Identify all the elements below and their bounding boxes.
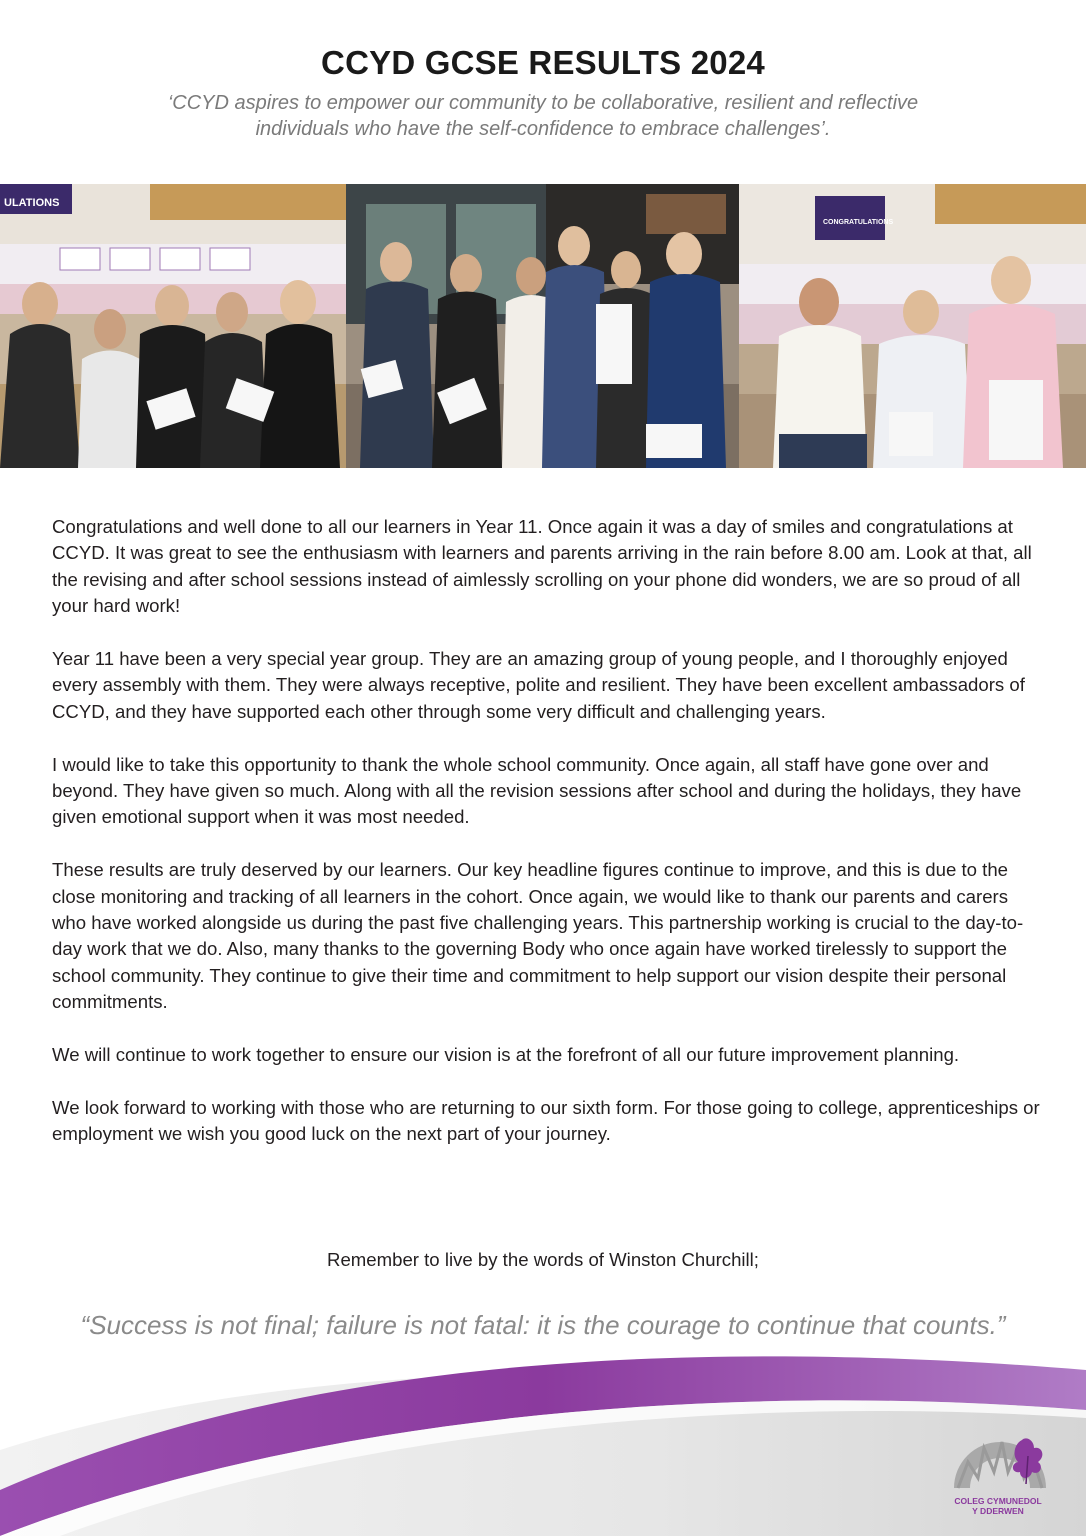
page-title: CCYD GCSE RESULTS 2024 [321, 44, 765, 81]
results-day-photo-left [0, 184, 346, 468]
footer-wave [0, 1340, 1086, 1536]
photo-strip [0, 184, 1086, 468]
congratulations-screen-text: ULATIONS [4, 197, 60, 209]
paragraph-results: These results are truly deserved by our learners. Our key headline figures continue to improve, and this is due to the close monitoring and tracking of all learners in the cohort. Once again, we would like to thank our parents and carers who have worked alongside us during the past five challenging years. This partnership working is crucial to the day-to-day work that we do. Also, many thanks to the governing Body who once again have worked tirelessly to support the school community. They continue to give their time and commitment to help support our vision despite their personal commitments. [52, 859, 1024, 1013]
logo-line-2: Y DDERWEN [972, 1506, 1024, 1516]
results-day-photo-center [346, 184, 739, 468]
paragraph-vision: We will continue to work together to ensure our vision is at the forefront of all our future improvement planning. [52, 1044, 960, 1066]
article-body [52, 514, 1042, 1174]
results-day-photo-right [739, 184, 1086, 468]
churchill-quote: “Success is not final; failure is not fatal: it is the courage to continue that counts.” [80, 1310, 1006, 1340]
paragraph-congratulations: Congratulations and well done to all our learners in Year 11. Once again it was a day of smiles and congratulations at CCYD. It was great to see the enthusiasm with learners and parents arriving in the rain before 8.00 am. Look at that, all the revising and after school sessions instead of aimlessly scrolling on your phone did wonders, we are so proud of all your hard work! [52, 516, 1032, 617]
paragraph-sixth-form: We look forward to working with those who are returning to our sixth form. For those going to college, apprenticeships or employment we wish you good luck on the next part of your journey. [52, 1096, 1040, 1145]
paragraph-thanks-staff: I would like to take this opportunity to thank the whole school community. Once again, all staff have gone over and beyond. They have given so much. Along with all the revision sessions after school and during the holidays, they have given emotional support when it was most needed. [52, 753, 1022, 828]
paragraph-year-group: Year 11 have been a very special year group. They are an amazing group of young people, and I thoroughly enjoyed every assembly with them. They were always receptive, polite and resilient. They have been excellent ambassadors of CCYD, and they have supported each other through some very difficult and challenging years. [52, 648, 1025, 722]
school-logo-text [936, 1496, 1060, 1516]
vision-statement: ‘CCYD aspires to empower our community to be collaborative, resilient and reflective individuals who have the self-confidence to embrace challenges’. [167, 92, 919, 140]
congratulations-screen-text: CONGRATULATIONS [823, 219, 894, 226]
churchill-intro: Remember to live by the words of Winston Churchill; [327, 1249, 759, 1270]
logo-line-1: COLEG CYMUNEDOL [954, 1496, 1042, 1506]
